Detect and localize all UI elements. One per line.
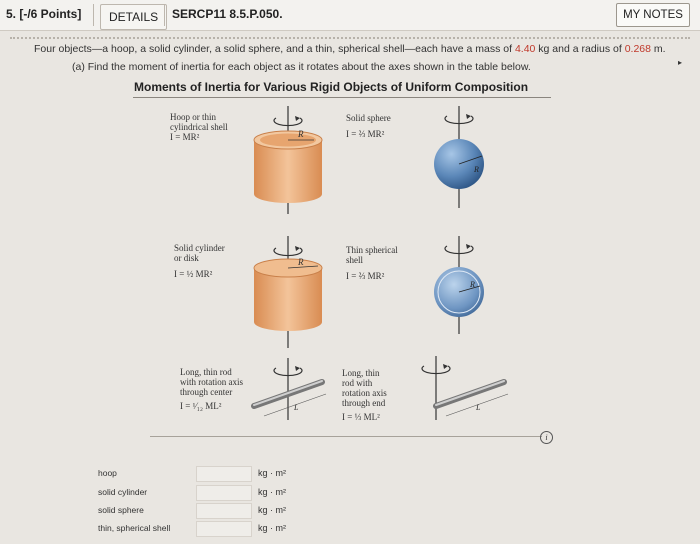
answer-unit: kg · m² [258, 487, 286, 497]
table-title: Moments of Inertia for Various Rigid Objects of Uniform Composition [134, 80, 529, 94]
thin-shell-answer-input[interactable] [196, 521, 252, 537]
solid-cylinder-formula-label: Solid cylinder or disk I = ½ MR² [174, 243, 225, 279]
solid-sphere-figure [424, 106, 494, 210]
my-notes-button[interactable]: MY NOTES [616, 3, 690, 27]
solid-sphere-answer-input[interactable] [196, 503, 252, 519]
svg-text:R: R [470, 280, 475, 289]
problem-statement: Four objects—a hoop, a solid cylinder, a solid sphere, and a thin, spherical shell—each have a mass of 4.40 kg and a radius of 0.268 m. [34, 43, 666, 55]
table-title-rule [133, 97, 551, 98]
thin-shell-formula-label: Thin spherical shell I = ⅔ MR² [346, 245, 398, 281]
svg-text:R: R [298, 129, 304, 139]
header-divider [164, 4, 165, 26]
radius-value: 0.268 [624, 43, 651, 55]
rod-center-figure [250, 358, 330, 422]
part-a-question: (a) Find the moment of inertia for each object as it rotates about the axes shown in the table below. [72, 61, 531, 73]
points-label: 5. [-/6 Points] [6, 7, 82, 21]
solid-cylinder-answer-input[interactable] [196, 485, 252, 501]
hoop-answer-input[interactable] [196, 466, 252, 482]
svg-text:R: R [474, 165, 479, 174]
answer-unit: kg · m² [258, 505, 286, 515]
details-button[interactable]: DETAILS [100, 4, 167, 30]
solid-sphere-formula-label: Solid sphere I = ⅔ MR² [346, 113, 391, 139]
rod-end-figure [420, 356, 512, 422]
answer-label-thin-shell: thin, spherical shell [98, 523, 171, 533]
answer-unit: kg · m² [258, 523, 286, 533]
answer-label-solid-cylinder: solid cylinder [98, 487, 148, 497]
svg-text:L: L [294, 403, 299, 412]
info-icon[interactable]: i [540, 431, 553, 444]
hoop-figure [246, 106, 330, 216]
answer-label-solid-sphere: solid sphere [98, 505, 144, 515]
svg-text:R: R [298, 257, 304, 267]
bullet-mark: ▸ [678, 58, 683, 67]
header-divider [93, 4, 94, 26]
table-bottom-rule [150, 436, 542, 437]
svg-text:L: L [476, 403, 481, 412]
problem-code: SERCP11 8.5.P.050. [172, 7, 283, 21]
solid-cylinder-figure [246, 236, 330, 350]
answer-label-hoop: hoop [98, 468, 117, 478]
dotted-separator [10, 37, 690, 39]
thin-shell-figure [424, 236, 494, 336]
rod-center-formula-label: Long, thin rod with rotation axis through center I = ¹⁄₁₂ ML² [180, 367, 243, 411]
hoop-formula-label: Hoop or thin cylindrical shell I = MR² [170, 112, 228, 142]
mass-value: 4.40 [514, 43, 536, 55]
rod-end-formula-label: Long, thin rod with rotation axis through end I = ⅓ ML² [342, 368, 387, 422]
question-header [0, 0, 700, 31]
answer-unit: kg · m² [258, 468, 286, 478]
